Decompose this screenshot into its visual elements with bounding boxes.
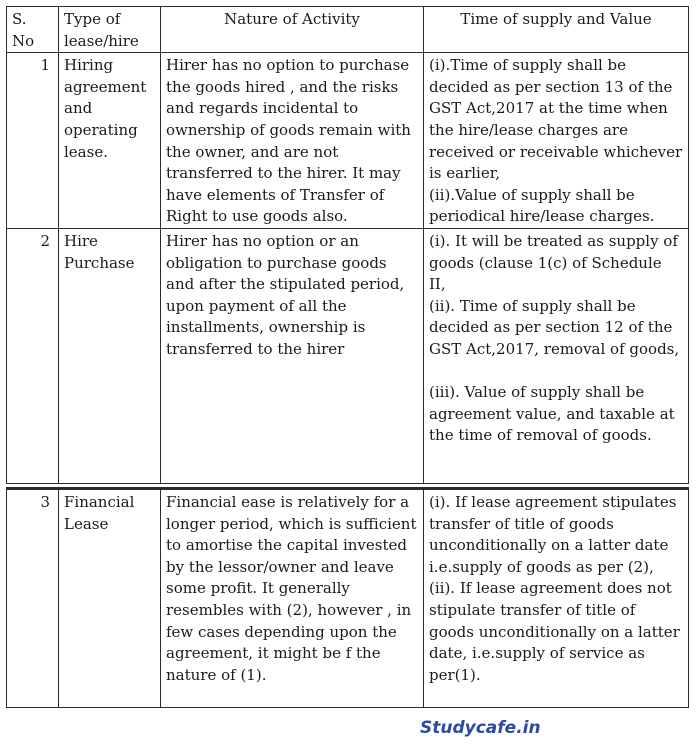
row-3-supply-para: (ii). If lease agreement does not stipulate transfer of title of goods unconditionally on a latter date, i.e.supply of service as per(1). bbox=[429, 579, 680, 684]
site-watermark: Studycafe.in bbox=[420, 718, 541, 738]
header-sno: S. No bbox=[7, 7, 59, 53]
row-2-supply-para: (iii). Value of supply shall be agreement value, and taxable at the time of removal of goods. bbox=[429, 383, 675, 445]
table-row bbox=[7, 228, 689, 483]
row-2-supply-para: (ii). Time of supply shall be decided as per section 12 of the GST Act,2017, removal of goods, bbox=[429, 296, 680, 358]
header-nature: Nature of Activity bbox=[161, 7, 424, 53]
header-type: Type of lease/hire bbox=[59, 7, 161, 53]
row-3-supply-para: (i). If lease agreement stipulates transfer of title of goods unconditionally on a latter date i.e.supply of goods as per (2), bbox=[429, 493, 677, 576]
row-2-sno: 2 bbox=[7, 228, 59, 483]
lease-table-continued bbox=[6, 487, 689, 708]
row-1-sno: 1 bbox=[7, 53, 59, 229]
row-3-supply bbox=[424, 489, 689, 708]
row-2-supply-para: (i). It will be treated as supply of goods (clause 1(c) of Schedule II, bbox=[429, 231, 678, 294]
row-2-nature: Hirer has no option or an obligation to purchase goods and after the stipulated period, upon payment of all the installments, ownership is transferred to the hirer bbox=[161, 228, 424, 483]
row-3-sno: 3 bbox=[7, 489, 59, 708]
row-2-type: Hire Purchase bbox=[59, 228, 161, 483]
row-1-supply-para: (ii).Value of supply shall be periodical hire/lease charges. bbox=[429, 185, 655, 226]
table-row bbox=[7, 489, 689, 708]
row-2-supply bbox=[424, 228, 689, 483]
header-supply: Time of supply and Value bbox=[424, 7, 689, 53]
row-2-supply-blank bbox=[429, 361, 683, 383]
row-1-nature: Hirer has no option to purchase the goods hired , and the risks and regards incidental to ownership of goods remain with the owner, and are not transferred to the hirer. It may have elements of Transfer of Right to use goods also. bbox=[161, 53, 424, 229]
row-3-nature: Financial ease is relatively for a longer period, which is sufficient to amortise the capital invested by the lessor/owner and leave some profit. It generally resembles with (2), however , in few cases depending upon the agreement, it might be f the nature of (1). bbox=[161, 489, 424, 708]
row-3-type: Financial Lease bbox=[59, 489, 161, 708]
lease-table-main bbox=[6, 6, 689, 484]
row-1-supply-para: (i).Time of supply shall be decided as per section 13 of the GST Act,2017 at the time when the hire/lease charges are received or receivable whichever is earlier, bbox=[429, 56, 683, 183]
row-1-type: Hiring agreement and operating lease. bbox=[59, 53, 161, 229]
row-1-supply bbox=[424, 53, 689, 229]
table-row bbox=[7, 53, 689, 229]
table-header-row bbox=[7, 7, 689, 53]
